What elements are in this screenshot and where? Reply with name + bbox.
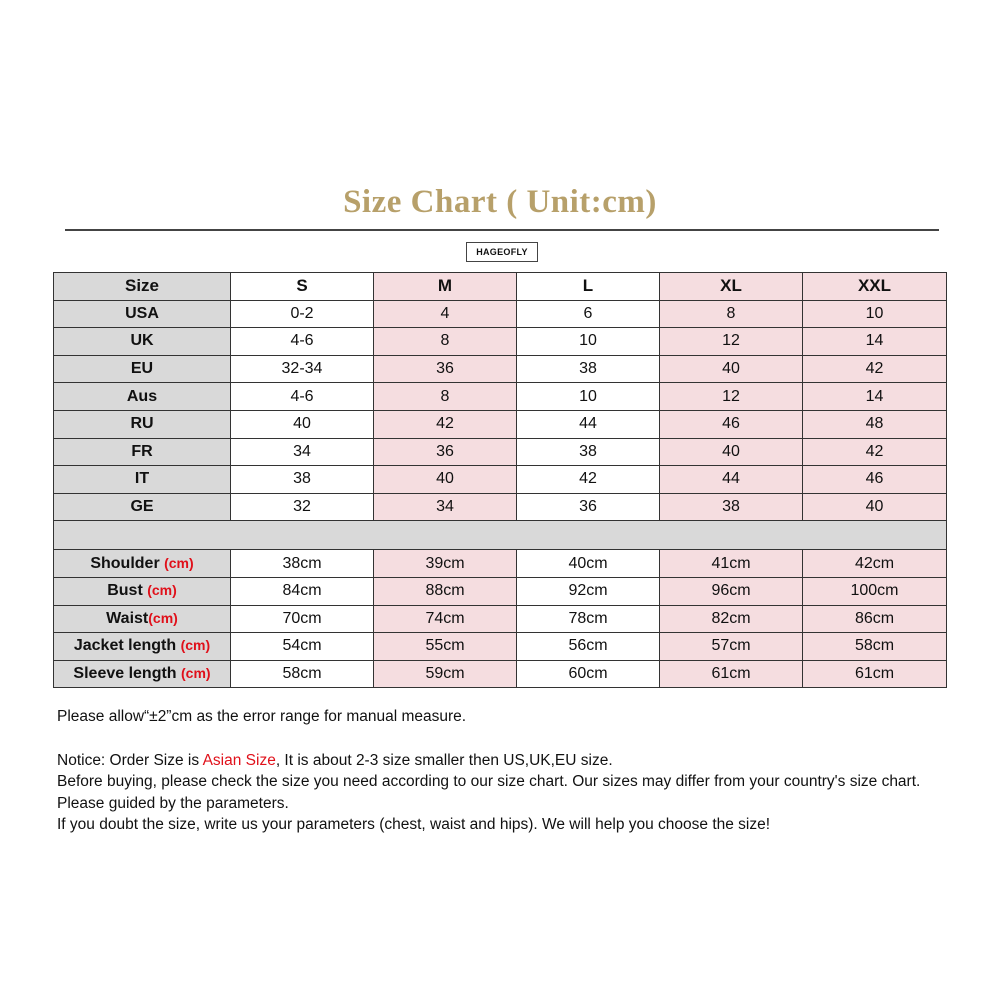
table-cell: 60cm (517, 660, 660, 688)
table-cell: 38cm (231, 550, 374, 578)
table-cell: 59cm (374, 660, 517, 688)
table-cell: 82cm (660, 605, 803, 633)
title-divider (65, 229, 939, 231)
table-cell: 46 (803, 466, 947, 494)
notice-suffix: , It is about 2-3 size smaller then US,UK,EU size. (275, 751, 613, 769)
table-cell: 4 (374, 300, 517, 328)
table-cell: 57cm (660, 633, 803, 661)
table-cell: 84cm (231, 577, 374, 605)
error-range-note: Please allow“±2”cm as the error range for manual measure. (57, 708, 467, 725)
notice-prefix: Notice: Order Size is (57, 751, 203, 769)
row-label-uk: UK (54, 328, 231, 356)
table-cell: 40cm (517, 550, 660, 578)
table-cell: 8 (374, 383, 517, 411)
row-label-ru: RU (54, 410, 231, 438)
table-row (54, 493, 947, 521)
table-row (54, 466, 947, 494)
header-row (54, 273, 947, 301)
table-cell: 6 (517, 300, 660, 328)
table-cell: 38 (517, 355, 660, 383)
table-cell: 4-6 (231, 383, 374, 411)
table-cell: 58cm (803, 633, 947, 661)
measure-label (54, 550, 231, 578)
table-cell: 32-34 (231, 355, 374, 383)
table-cell: 14 (803, 383, 947, 411)
notice-note (57, 750, 957, 772)
table-row (54, 410, 947, 438)
measure-label (54, 633, 231, 661)
table-cell: 10 (803, 300, 947, 328)
separator-row (54, 521, 947, 550)
header-size-l: L (517, 273, 660, 301)
table-cell: 70cm (231, 605, 374, 633)
table-cell: 40 (803, 493, 947, 521)
table-cell: 36 (374, 438, 517, 466)
measure-unit: (cm) (180, 637, 211, 654)
measure-label-text: Shoulder (90, 554, 165, 572)
table-cell: 4-6 (231, 328, 374, 356)
table-cell: 92cm (517, 577, 660, 605)
table-cell: 34 (374, 493, 517, 521)
table-cell: 10 (517, 383, 660, 411)
table-cell: 0-2 (231, 300, 374, 328)
measure-label (54, 605, 231, 633)
table-cell: 42cm (803, 550, 947, 578)
header-size-s: S (231, 273, 374, 301)
table-cell: 44 (517, 410, 660, 438)
table-row (54, 328, 947, 356)
row-label-aus: Aus (54, 383, 231, 411)
table-cell: 36 (517, 493, 660, 521)
table-cell: 96cm (660, 577, 803, 605)
header-size-xl: XL (660, 273, 803, 301)
table-row (54, 383, 947, 411)
table-cell: 38 (231, 466, 374, 494)
table-cell: 56cm (517, 633, 660, 661)
table-cell: 46 (660, 410, 803, 438)
table-cell: 38 (660, 493, 803, 521)
table-cell: 10 (517, 328, 660, 356)
size-check-note: Before buying, please check the size you need according to our size chart. Our sizes may differ from your country's size chart. Please guided by the parameters. (57, 773, 921, 812)
table-cell: 48 (803, 410, 947, 438)
header-size-label: Size (54, 273, 231, 301)
table-cell: 40 (660, 355, 803, 383)
measure-label-text: Waist (106, 609, 149, 627)
table-cell: 78cm (517, 605, 660, 633)
table-row (54, 438, 947, 466)
table-row (54, 300, 947, 328)
brand-label: HAGEOFLY (466, 242, 538, 262)
help-note: If you doubt the size, write us your parameters (chest, waist and hips). We will help you choose the size! (57, 816, 771, 833)
table-cell: 42 (517, 466, 660, 494)
table-cell: 36 (374, 355, 517, 383)
table-row (54, 633, 947, 661)
row-label-eu: EU (54, 355, 231, 383)
table-cell: 40 (231, 410, 374, 438)
table-cell: 74cm (374, 605, 517, 633)
table-cell: 12 (660, 328, 803, 356)
table-cell: 14 (803, 328, 947, 356)
table-cell: 41cm (660, 550, 803, 578)
table-cell: 54cm (231, 633, 374, 661)
measure-label (54, 577, 231, 605)
table-cell: 100cm (803, 577, 947, 605)
table-row (54, 355, 947, 383)
table-cell: 61cm (660, 660, 803, 688)
header-size-xxl: XXL (803, 273, 947, 301)
header-size-m: M (374, 273, 517, 301)
table-cell: 12 (660, 383, 803, 411)
table-cell: 40 (374, 466, 517, 494)
measure-unit: (cm) (181, 665, 211, 682)
table-cell: 34 (231, 438, 374, 466)
table-cell: 61cm (803, 660, 947, 688)
table-cell: 55cm (374, 633, 517, 661)
table-row (54, 577, 947, 605)
measure-unit: (cm) (147, 582, 177, 599)
measure-label-text: Bust (107, 582, 148, 600)
measure-label-text: Jacket length (73, 637, 181, 655)
size-chart-table (53, 272, 947, 688)
table-cell: 88cm (374, 577, 517, 605)
table-cell: 42 (803, 438, 947, 466)
measure-label-text: Sleeve length (73, 665, 182, 683)
row-label-usa: USA (54, 300, 231, 328)
table-row (54, 605, 947, 633)
table-cell: 86cm (803, 605, 947, 633)
asian-size-highlight: Asian Size (202, 751, 276, 769)
page-title: Size Chart ( Unit:cm) (343, 184, 657, 220)
table-cell: 39cm (374, 550, 517, 578)
table-cell: 58cm (231, 660, 374, 688)
table-cell: 42 (803, 355, 947, 383)
measure-unit: (cm) (148, 609, 178, 626)
table-cell: 8 (660, 300, 803, 328)
measure-label (54, 660, 231, 688)
table-cell: 44 (660, 466, 803, 494)
table-cell: 40 (660, 438, 803, 466)
notes-section (57, 706, 957, 836)
table-row (54, 550, 947, 578)
table-cell: 38 (517, 438, 660, 466)
row-label-ge: GE (54, 493, 231, 521)
measure-unit: (cm) (164, 554, 194, 571)
row-label-it: IT (54, 466, 231, 494)
separator-cell (54, 521, 947, 550)
row-label-fr: FR (54, 438, 231, 466)
table-cell: 32 (231, 493, 374, 521)
table-row (54, 660, 947, 688)
table-cell: 8 (374, 328, 517, 356)
table-cell: 42 (374, 410, 517, 438)
